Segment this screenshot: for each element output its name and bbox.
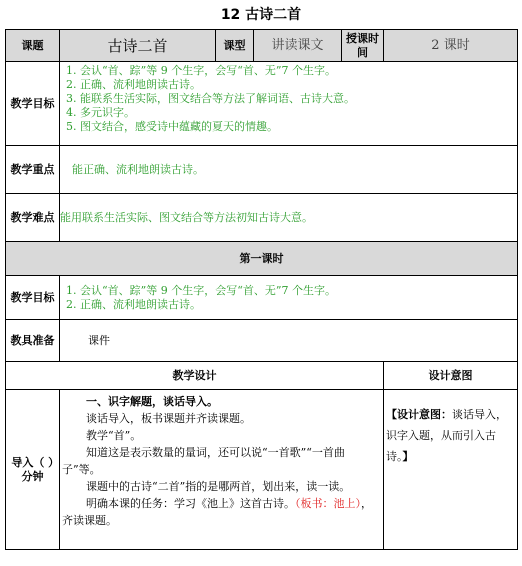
goals-label: 教学目标 [6,62,60,146]
focus-row [6,146,518,194]
lesson-goals-label: 教学目标 [6,276,60,320]
section-label: 导入（ ）分钟 [6,390,60,550]
tools-label: 教具准备 [6,320,60,362]
lesson-goals-row [6,276,518,320]
intro-section-row [6,390,518,550]
intent-prefix: 【设计意图： [386,408,452,421]
tools-row [6,320,518,362]
hours-label: 授课时间 [342,30,384,62]
header-row [6,30,518,62]
task-text-end: ，齐读课题。 [62,497,372,527]
design-paragraph: 谈话导入，板书课题并齐读课题。 [86,412,251,425]
lesson-goals-list [60,276,518,320]
focus-text: 能正确、流利地朗读古诗。 [60,146,518,194]
hours-value: 2 课时 [384,30,518,62]
goals-row [6,62,518,146]
goal-item: 2. 正确、流利地朗读古诗。 [66,78,201,91]
board-note: （板书：池上） [295,497,361,510]
lesson-heading-row [6,242,518,276]
design-paragraph: 知道这是表示数量的量词，还可以说“一首歌”“一首曲子”等。 [62,446,345,476]
task-text: 明确本课的任务：学习《池上》这首古诗。 [86,497,295,510]
focus-label: 教学重点 [6,146,60,194]
type-label: 课型 [216,30,254,62]
goals-list [60,62,518,146]
design-header-row [6,362,518,390]
topic-value: 古诗二首 [60,30,216,62]
design-content [60,390,384,550]
goal-item: 5. 图文结合，感受诗中蕴藏的夏天的情趣。 [66,120,278,133]
topic-label: 课题 [6,30,60,62]
design-paragraph: 课题中的古诗“二首”指的是哪两首，划出来，读一读。 [86,480,351,493]
type-value: 讲读课文 [254,30,342,62]
difficulty-text: 能用联系生活实际、图文结合等方法初知古诗大意。 [60,194,518,242]
lesson-heading: 第一课时 [6,242,518,276]
intent-suffix: 】 [402,450,414,463]
design-paragraph: 教学“首”。 [86,429,142,442]
goal-item: 4. 多元识字。 [66,106,135,119]
intent-column-header: 设计意图 [384,362,518,390]
intent-text: 谈话导入，识字入题，从而引入古诗。 [386,408,507,463]
design-intent [384,390,518,550]
difficulty-label: 教学难点 [6,194,60,242]
lesson-plan-table [5,29,518,550]
difficulty-row [6,194,518,242]
lesson-goal-item: 2. 正确、流利地朗读古诗。 [66,297,201,311]
design-column-header: 教学设计 [6,362,384,390]
design-paragraph-task [62,495,379,529]
lesson-goal-item: 1. 会认“首、踪”等 9 个生字，会写“首、无”7 个生字。 [66,283,336,297]
goal-item: 1. 会认“首、踪”等 9 个生字，会写“首、无”7 个生字。 [66,64,336,77]
section-heading: 一、识字解题，谈话导入。 [86,395,218,408]
tools-text: 课件 [60,320,518,362]
page-title: 12 古诗二首 [220,7,302,23]
goal-item: 3. 能联系生活实际，图文结合等方法了解词语、古诗大意。 [66,92,355,105]
